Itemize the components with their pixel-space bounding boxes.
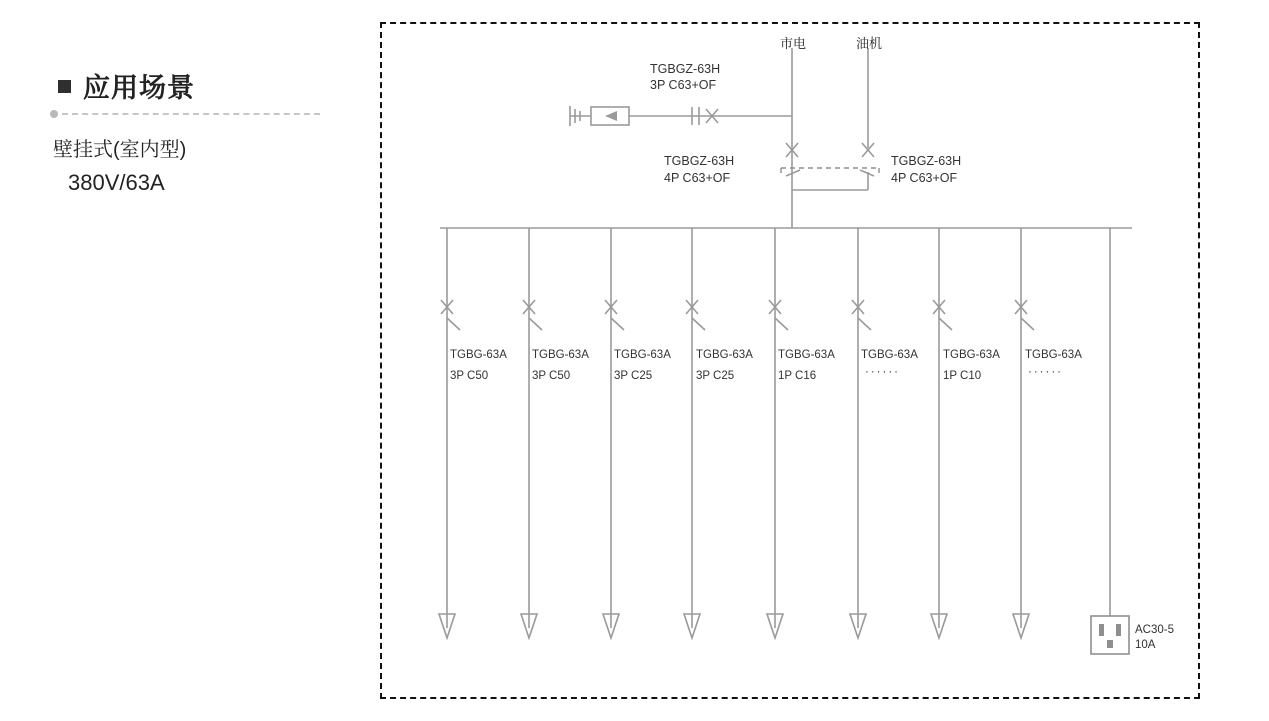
main-breaker-model-label: TGBGZ-63H <box>650 62 721 76</box>
branch-rating-1: 3P C50 <box>450 370 489 382</box>
branch-rating-4: 3P C25 <box>696 370 735 382</box>
branch-rating-7: 1P C10 <box>943 370 982 382</box>
branch-rating-6: ······ <box>865 366 900 378</box>
square-bullet-icon <box>58 80 71 93</box>
branch-model-4: TGBG-63A <box>696 349 753 361</box>
branch-model-1: TGBG-63A <box>450 349 507 361</box>
branch-model-5: TGBG-63A <box>778 349 835 361</box>
main-breaker-rating-label: 3P C63+OF <box>650 78 717 92</box>
voltage-current-label: 380V/63A <box>68 170 165 195</box>
mounting-type-label: 壁挂式(室内型) <box>53 139 187 161</box>
generator-source-label: 油机 <box>855 36 883 51</box>
transfer-right-rating-label: 4P C63+OF <box>891 171 958 185</box>
branch-model-8: TGBG-63A <box>1025 349 1082 361</box>
branch-rating-2: 3P C50 <box>532 370 571 382</box>
transfer-left-model-label: TGBGZ-63H <box>664 154 735 168</box>
mains-source-label: 市电 <box>779 36 807 51</box>
transfer-left-rating-label: 4P C63+OF <box>664 171 731 185</box>
branch-model-6: TGBG-63A <box>861 349 918 361</box>
socket-rating-label: 10A <box>1135 639 1156 651</box>
divider-dashed-line <box>62 113 320 115</box>
dashed-divider <box>50 108 322 120</box>
section-title-text: 应用场景 <box>83 73 195 103</box>
transfer-right-model-label: TGBGZ-63H <box>891 154 962 168</box>
branch-model-7: TGBG-63A <box>943 349 1000 361</box>
branch-model-2: TGBG-63A <box>532 349 589 361</box>
branch-rating-5: 1P C16 <box>778 370 817 382</box>
left-info-panel <box>0 0 370 721</box>
branch-model-3: TGBG-63A <box>614 349 671 361</box>
socket-model-label: AC30-5 <box>1135 624 1174 636</box>
divider-dot-icon <box>50 110 58 118</box>
branch-rating-8: ······ <box>1028 366 1063 378</box>
branch-rating-3: 3P C25 <box>614 370 653 382</box>
section-title-row <box>58 66 195 105</box>
